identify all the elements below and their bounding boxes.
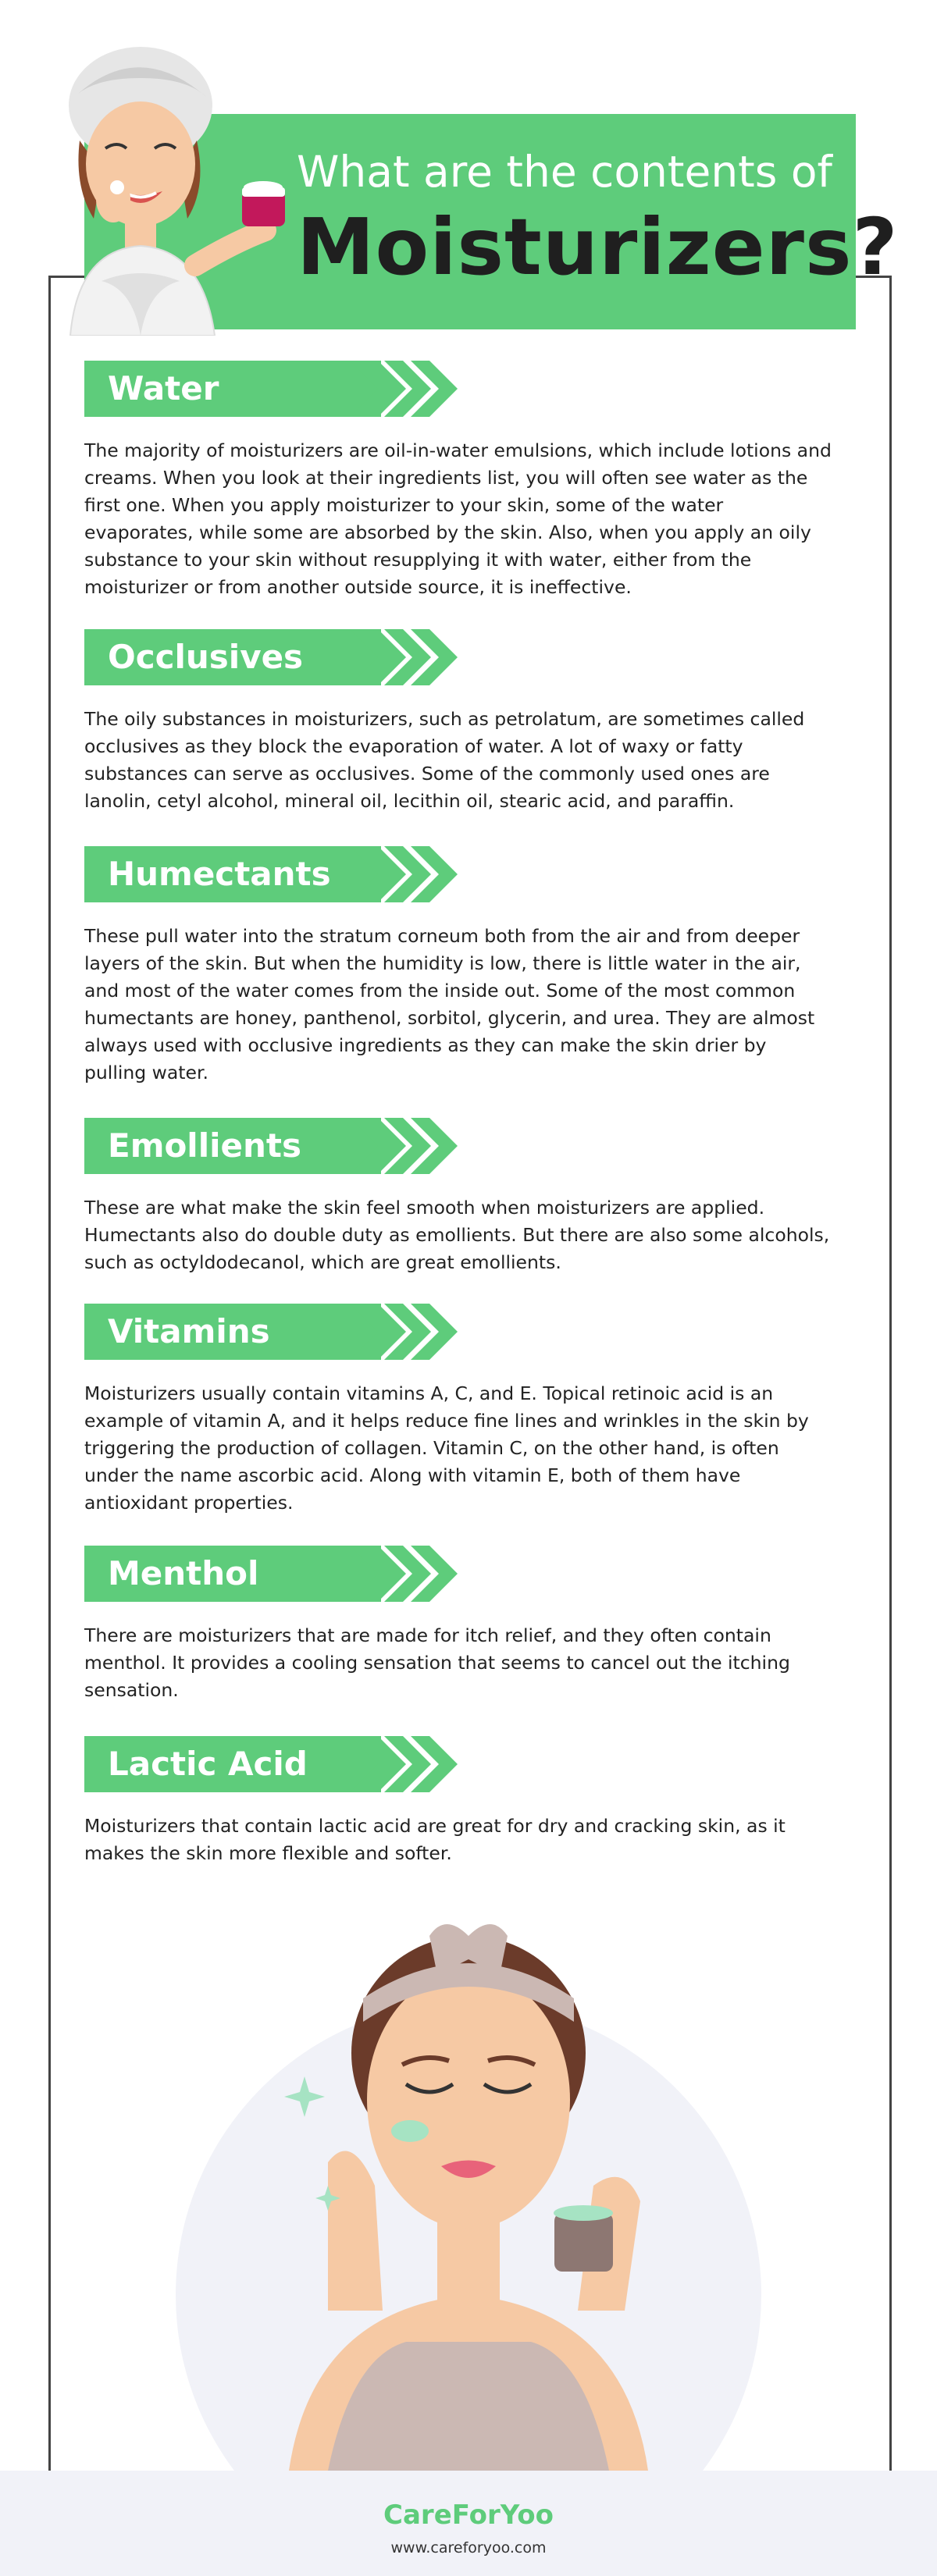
section-lactic-acid: [84, 1736, 865, 1867]
footer: [0, 2471, 937, 2576]
woman-with-towel-illustration: [31, 31, 289, 336]
section-heading: [84, 1736, 865, 1792]
chevron-arrows-icon: [350, 1546, 459, 1602]
section-text: There are moisturizers that are made for itch relief, and they often contain menthol. It provides a cooling sensation that seems to cancel out the itching sensation.: [84, 1624, 790, 1701]
section-emollients: [84, 1118, 865, 1276]
section-text: The majority of moisturizers are oil-in-water emulsions, which include lotions and creams. When you look at their ingredients list, you will often see water as the first one. When you apply moisturizer to your skin, some of the water evaporates, while some are absorbed by the skin. Also, when you apply an oily substance to your skin without resupplying it with water, either from the moisturizer or from another outside source, it is ineffective.: [84, 439, 832, 598]
header-subtitle: What are the contents of: [297, 147, 832, 197]
section-text: Moisturizers usually contain vitamins A, C, and E. Topical retinoic acid is an example of vitamin A, and it helps reduce fine lines and wrinkles in the skin by triggering the production of collagen. Vitamin C, on the other hand, is often under the name ascorbic acid. Along with vitamin E, both of them have antioxidant properties.: [84, 1382, 809, 1514]
chevron-arrows-icon: [350, 361, 459, 417]
section-heading: [84, 846, 865, 902]
section-title: Vitamins: [108, 1312, 270, 1350]
chevron-arrows-icon: [350, 1736, 459, 1792]
section-vitamins: [84, 1304, 865, 1517]
section-heading: [84, 1546, 865, 1602]
section-humectants: [84, 846, 865, 1087]
section-menthol: [84, 1546, 865, 1704]
chevron-arrows-icon: [350, 1118, 459, 1174]
woman-applying-cream-illustration: [172, 1905, 765, 2471]
section-heading: [84, 1118, 865, 1174]
website-url[interactable]: www.careforyoo.com: [390, 2539, 547, 2556]
section-heading: [84, 629, 865, 685]
section-text: These are what make the skin feel smooth when moisturizers are applied. Humectants also do double duty as emollients. But there are also some alcohols, such as octyldodecanol, which are great emollients.: [84, 1197, 830, 1273]
section-title: Water: [108, 369, 219, 407]
section-text: These pull water into the stratum corneum both from the air and from deeper layers of the skin. But when the humidity is low, there is little water in the air, and most of the water comes from the inside out. Some of the most common humectants are honey, panthenol, sorbitol, glycerin, and urea. They are almost always used with occlusive ingredients as they can make the skin drier by pulling water.: [84, 925, 815, 1083]
section-title: Emollients: [108, 1126, 301, 1165]
header-title: Moisturizers?: [297, 201, 899, 293]
section-water: [84, 361, 865, 601]
section-title: Humectants: [108, 855, 331, 893]
section-title: Lactic Acid: [108, 1745, 308, 1783]
section-occlusives: [84, 629, 865, 815]
section-title: Occlusives: [108, 638, 304, 676]
section-title: Menthol: [108, 1554, 259, 1592]
section-heading: [84, 1304, 865, 1360]
chevron-arrows-icon: [350, 629, 459, 685]
section-text: The oily substances in moisturizers, such as petrolatum, are sometimes called occlusives as they block the evaporation of water. A lot of waxy or fatty substances can serve as occlusives. Some of the commonly used ones are lanolin, cetyl alcohol, mineral oil, lecithin oil, stearic acid, and paraffin.: [84, 708, 805, 812]
chevron-arrows-icon: [350, 846, 459, 902]
section-text: Moisturizers that contain lactic acid are great for dry and cracking skin, as it makes the skin more flexible and softer.: [84, 1815, 786, 1864]
brand-name[interactable]: CareForYoo: [383, 2500, 554, 2531]
chevron-arrows-icon: [350, 1304, 459, 1360]
section-heading: [84, 361, 865, 417]
